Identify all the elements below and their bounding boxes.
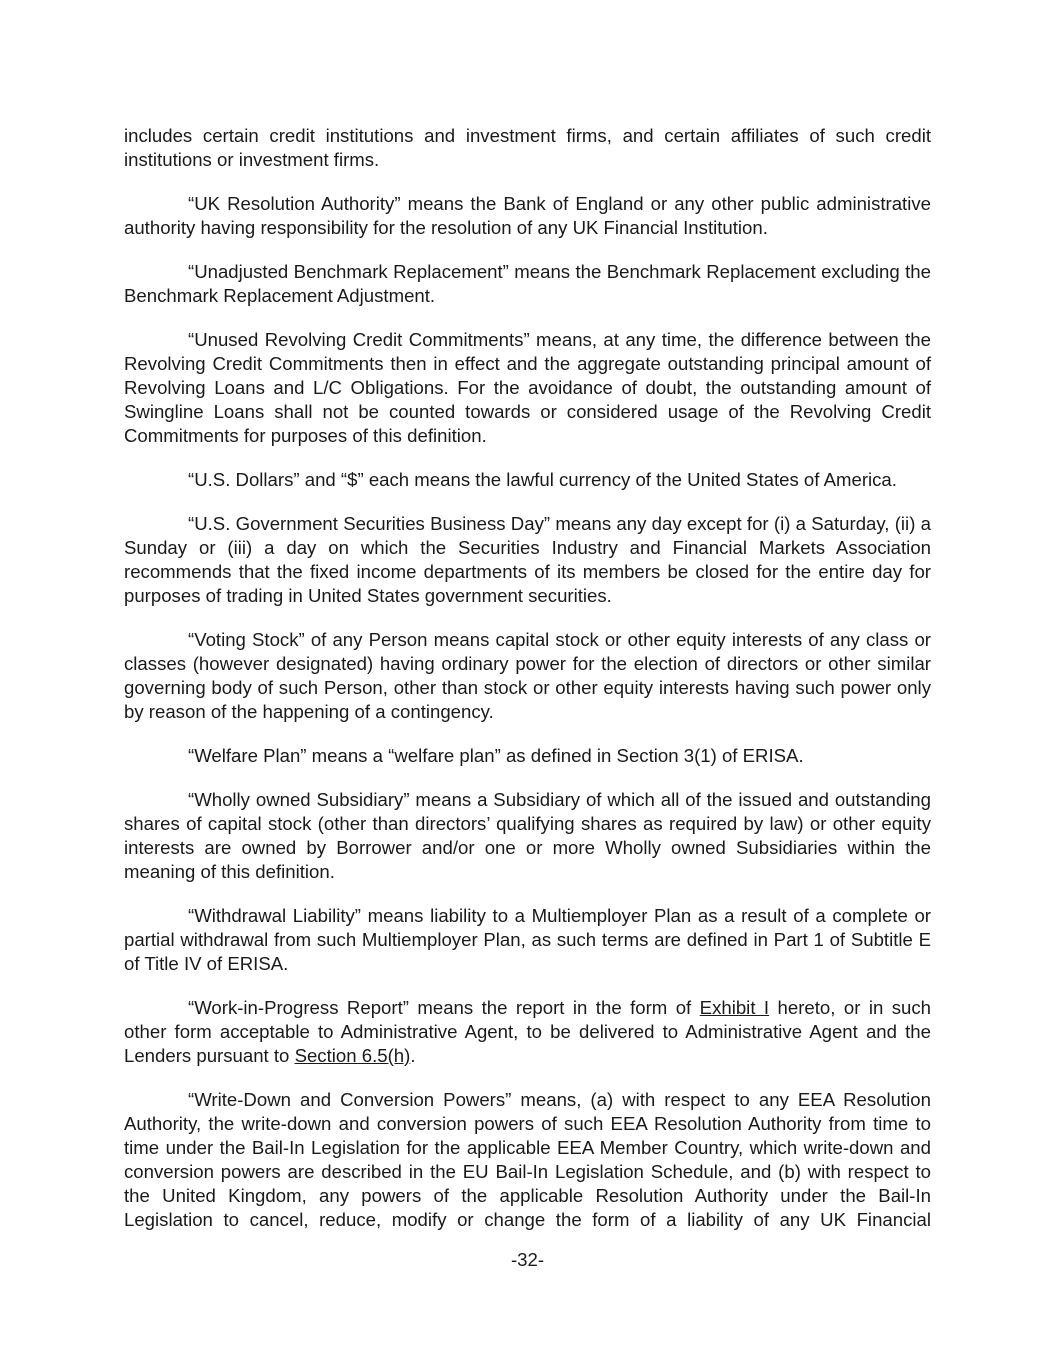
wip-text-a: “Work-in-Progress Report” means the report in the form of bbox=[188, 997, 700, 1018]
definition-uk-resolution-authority: “UK Resolution Authority” means the Bank of England or any other public administrative authority having responsibility for the resolution of any UK Financial Institution. bbox=[124, 193, 931, 238]
exhibit-i-reference: Exhibit I bbox=[699, 997, 770, 1018]
section-6-5-h-reference: Section 6.5(h) bbox=[294, 1045, 411, 1066]
page-number: -32- bbox=[510, 1249, 545, 1270]
definition-unused-revolving-credit-commitments: “Unused Revolving Credit Commitments” means, at any time, the difference between the Revolving Credit Commitments then in effect and the aggregate outstanding principal amount of Revolving Loans and L/C Obligations. For the avoidance of doubt, the outstanding amount of Swingline Loans shall not be counted towards or considered usage of the Revolving Credit Commitments for purposes of this definition. bbox=[124, 329, 931, 446]
definition-work-in-progress-report bbox=[124, 996, 931, 1068]
paragraph-continuation: includes certain credit institutions and investment firms, and certain affiliates of such credit institutions or investment firms. bbox=[124, 125, 931, 170]
definition-write-down-and-conversion-powers: “Write-Down and Conversion Powers” means, (a) with respect to any EEA Resolution Authority, the write-down and conversion powers of such EEA Resolution Authority from time to time under the Bail-In Legislation for the applicable EEA Member Country, which write-down and conversion powers are described in the EU Bail-In Legislation Schedule, and (b) with respect to the United Kingdom, any powers of the applicable Resolution Authority under the Bail-In Legislation to cancel, reduce, modify or change the form of a liability of any UK Financial bbox=[124, 1089, 931, 1230]
definition-withdrawal-liability: “Withdrawal Liability” means liability to a Multiemployer Plan as a result of a complete or partial withdrawal from such Multiemployer Plan, as such terms are defined in Part 1 of Subtitle E of Title IV of ERISA. bbox=[124, 905, 931, 974]
document-page bbox=[124, 124, 931, 1252]
definition-us-government-securities-business-day: “U.S. Government Securities Business Day” means any day except for (i) a Saturday, (ii) a Sunday or (iii) a day on which the Securities Industry and Financial Markets Association recommends that the fixed income departments of its members be closed for the entire day for purposes of trading in United States government securities. bbox=[124, 513, 931, 606]
definition-voting-stock: “Voting Stock” of any Person means capital stock or other equity interests of any class or classes (however designated) having ordinary power for the election of directors or other similar governing body of such Person, other than stock or other equity interests having such power only by reason of the happening of a contingency. bbox=[124, 629, 931, 722]
wip-text-c: . bbox=[410, 1045, 416, 1066]
wip-text-b: hereto, or in such other form acceptable to Administrative Agent, to be delivered to Administrative Agent and the Lenders pursuant to bbox=[124, 997, 932, 1066]
definition-welfare-plan: “Welfare Plan” means a “welfare plan” as defined in Section 3(1) of ERISA. bbox=[188, 745, 804, 766]
definition-us-dollars: “U.S. Dollars” and “$” each means the lawful currency of the United States of America. bbox=[188, 469, 897, 490]
definition-wholly-owned-subsidiary: “Wholly owned Subsidiary” means a Subsidiary of which all of the issued and outstanding shares of capital stock (other than directors’ qualifying shares as required by law) or other equity interests are owned by Borrower and/or one or more Wholly owned Subsidiaries within the meaning of this definition. bbox=[124, 789, 931, 882]
definition-unadjusted-benchmark-replacement: “Unadjusted Benchmark Replacement” means the Benchmark Replacement excluding the Benchmark Replacement Adjustment. bbox=[124, 261, 931, 306]
